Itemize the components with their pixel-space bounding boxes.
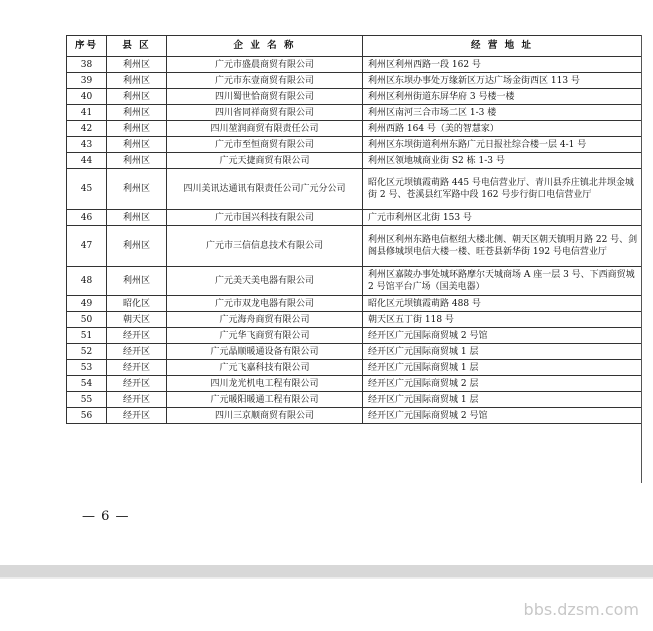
cell-company-name: 广元华飞商贸有限公司 bbox=[167, 328, 363, 344]
cell-address: 广元市利州区北街 153 号 bbox=[363, 210, 642, 226]
cell-company-name: 广元市国兴科技有限公司 bbox=[167, 210, 363, 226]
cell-address: 利州区领地城商业街 S2 栋 1-3 号 bbox=[363, 153, 642, 169]
page-number: — 6 — bbox=[82, 509, 130, 524]
cell-seq: 48 bbox=[67, 267, 107, 296]
table-row bbox=[67, 137, 642, 153]
cell-company-name: 广元飞嘉科技有限公司 bbox=[167, 360, 363, 376]
table-row bbox=[67, 344, 642, 360]
cell-seq: 40 bbox=[67, 89, 107, 105]
cell-seq: 42 bbox=[67, 121, 107, 137]
cell-company-name: 广元海舟商贸有限公司 bbox=[167, 312, 363, 328]
cell-company-name: 广元市双龙电器有限公司 bbox=[167, 296, 363, 312]
table-row bbox=[67, 392, 642, 408]
header-name: 企 业 名 称 bbox=[167, 36, 363, 57]
table-body bbox=[67, 57, 642, 424]
table-row bbox=[67, 105, 642, 121]
table-header-row bbox=[67, 36, 642, 57]
cell-company-name: 广元美天美电器有限公司 bbox=[167, 267, 363, 296]
table-row bbox=[67, 73, 642, 89]
cell-address: 利州区利州西路一段 162 号 bbox=[363, 57, 642, 73]
cell-seq: 43 bbox=[67, 137, 107, 153]
watermark-text: bbs.dzsm.com bbox=[523, 600, 639, 619]
table-row bbox=[67, 89, 642, 105]
table-row bbox=[67, 296, 642, 312]
cell-seq: 55 bbox=[67, 392, 107, 408]
table-row bbox=[67, 360, 642, 376]
header-county: 县 区 bbox=[107, 36, 167, 57]
table-row bbox=[67, 169, 642, 210]
cell-county: 利州区 bbox=[107, 267, 167, 296]
table-row bbox=[67, 267, 642, 296]
cell-seq: 50 bbox=[67, 312, 107, 328]
cell-county: 经开区 bbox=[107, 360, 167, 376]
cell-seq: 39 bbox=[67, 73, 107, 89]
table-right-edge bbox=[641, 35, 642, 483]
cell-address: 昭化区元坝镇霞萌路 488 号 bbox=[363, 296, 642, 312]
cell-county: 朝天区 bbox=[107, 312, 167, 328]
table-row bbox=[67, 57, 642, 73]
table-row bbox=[67, 376, 642, 392]
cell-address: 经开区广元国际商贸城 1 层 bbox=[363, 344, 642, 360]
cell-seq: 52 bbox=[67, 344, 107, 360]
cell-company-name: 广元暖阳暖通工程有限公司 bbox=[167, 392, 363, 408]
cell-address: 经开区广元国际商贸城 1 层 bbox=[363, 392, 642, 408]
cell-address: 利州区东坝街道利州东路广元日报社综合楼一层 4-1 号 bbox=[363, 137, 642, 153]
cell-county: 利州区 bbox=[107, 57, 167, 73]
cell-county: 利州区 bbox=[107, 153, 167, 169]
cell-address: 经开区广元国际商贸城 2 层 bbox=[363, 376, 642, 392]
cell-county: 利州区 bbox=[107, 121, 167, 137]
cell-county: 利州区 bbox=[107, 137, 167, 153]
cell-seq: 49 bbox=[67, 296, 107, 312]
cell-county: 经开区 bbox=[107, 392, 167, 408]
cell-county: 利州区 bbox=[107, 226, 167, 267]
cell-county: 利州区 bbox=[107, 73, 167, 89]
cell-seq: 41 bbox=[67, 105, 107, 121]
cell-county: 经开区 bbox=[107, 408, 167, 424]
cell-county: 经开区 bbox=[107, 344, 167, 360]
cell-seq: 54 bbox=[67, 376, 107, 392]
table-row bbox=[67, 210, 642, 226]
cell-address: 昭化区元坝镇霞萌路 445 号电信营业厅、青川县乔庄镇北井坝金城街 2 号、苍溪县红军路中段 162 号步行街口电信营业厅 bbox=[363, 169, 642, 210]
cell-address: 经开区广元国际商贸城 1 层 bbox=[363, 360, 642, 376]
cell-company-name: 广元市三信信息技术有限公司 bbox=[167, 226, 363, 267]
cell-seq: 56 bbox=[67, 408, 107, 424]
cell-company-name: 四川美讯达通讯有限责任公司广元分公司 bbox=[167, 169, 363, 210]
cell-seq: 51 bbox=[67, 328, 107, 344]
cell-address: 经开区广元国际商贸城 2 号馆 bbox=[363, 328, 642, 344]
cell-address: 利州区嘉陵办事处城环路摩尔天城商场 A 座一层 3 号、下西商贸城 2 号馆平台广场（国美电器） bbox=[363, 267, 642, 296]
cell-company-name: 四川三京顺商贸有限公司 bbox=[167, 408, 363, 424]
cell-county: 利州区 bbox=[107, 210, 167, 226]
table-row bbox=[67, 328, 642, 344]
page-separator bbox=[0, 565, 653, 577]
cell-seq: 44 bbox=[67, 153, 107, 169]
cell-seq: 53 bbox=[67, 360, 107, 376]
page-separator-shadow bbox=[0, 577, 653, 579]
cell-seq: 38 bbox=[67, 57, 107, 73]
cell-address: 朝天区五丁街 118 号 bbox=[363, 312, 642, 328]
cell-county: 利州区 bbox=[107, 105, 167, 121]
cell-company-name: 广元市东壹商贸有限公司 bbox=[167, 73, 363, 89]
table-row bbox=[67, 408, 642, 424]
cell-company-name: 四川堃润商贸有限责任公司 bbox=[167, 121, 363, 137]
cell-county: 经开区 bbox=[107, 376, 167, 392]
cell-address: 利州区南河三合市场二区 1-3 楼 bbox=[363, 105, 642, 121]
table-row bbox=[67, 226, 642, 267]
cell-county: 利州区 bbox=[107, 89, 167, 105]
cell-county: 利州区 bbox=[107, 169, 167, 210]
cell-seq: 47 bbox=[67, 226, 107, 267]
cell-company-name: 四川蜀世恰商贸有限公司 bbox=[167, 89, 363, 105]
cell-address: 利州区利州东路电信枢纽大楼北侧、朝天区朝天镇明月路 22 号、剑阁县修城坝电信大楼一楼、旺苍县新华街 192 号电信营业厅 bbox=[363, 226, 642, 267]
cell-seq: 45 bbox=[67, 169, 107, 210]
cell-seq: 46 bbox=[67, 210, 107, 226]
cell-county: 昭化区 bbox=[107, 296, 167, 312]
cell-county: 经开区 bbox=[107, 328, 167, 344]
cell-address: 利州西路 164 号（美的智慧家） bbox=[363, 121, 642, 137]
cell-company-name: 四川省同祥商贸有限公司 bbox=[167, 105, 363, 121]
cell-address: 经开区广元国际商贸城 2 号馆 bbox=[363, 408, 642, 424]
cell-company-name: 四川龙光机电工程有限公司 bbox=[167, 376, 363, 392]
cell-company-name: 广元市盛晨商贸有限公司 bbox=[167, 57, 363, 73]
company-table bbox=[66, 35, 642, 424]
table-row bbox=[67, 121, 642, 137]
table-row bbox=[67, 312, 642, 328]
cell-company-name: 广元市至恒商贸有限公司 bbox=[167, 137, 363, 153]
cell-address: 利州区东坝办事处万缘新区万达广场金街西区 113 号 bbox=[363, 73, 642, 89]
header-address: 经 营 地 址 bbox=[363, 36, 642, 57]
header-seq: 序号 bbox=[67, 36, 107, 57]
cell-company-name: 广元天捷商贸有限公司 bbox=[167, 153, 363, 169]
cell-address: 利州区利州街道东屏华府 3 号楼一楼 bbox=[363, 89, 642, 105]
table-row bbox=[67, 153, 642, 169]
cell-company-name: 广元晶顺暖通设备有限公司 bbox=[167, 344, 363, 360]
